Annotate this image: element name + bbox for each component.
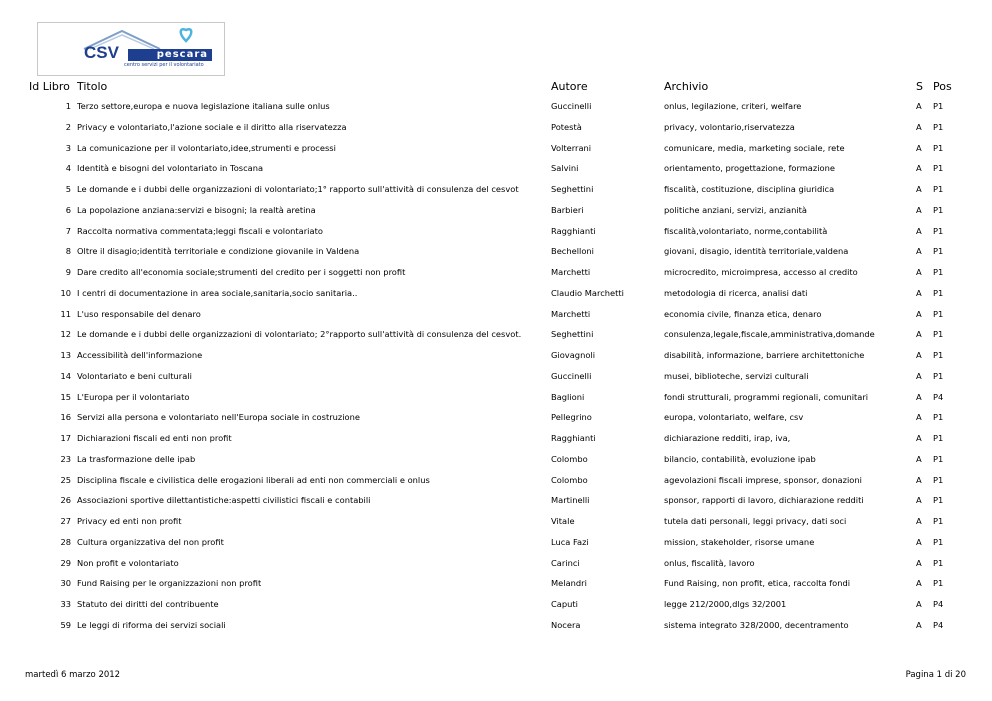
- cell-id: 26: [60, 495, 71, 506]
- cell-s: A: [916, 142, 922, 153]
- logo: [37, 22, 225, 76]
- cell-pos: P1: [933, 267, 944, 277]
- cell-autore: Seghettini: [551, 184, 594, 194]
- cell-autore: Martinelli: [551, 495, 590, 506]
- cell-archivio: privacy, volontario,riservatezza: [664, 121, 795, 132]
- cell-pos: P4: [933, 619, 944, 630]
- table-row: [0, 101, 992, 121]
- cell-s: A: [916, 474, 922, 485]
- cell-archivio: tutela dati personali, leggi privacy, dati soci: [664, 516, 847, 526]
- cell-autore: Guccinelli: [551, 370, 592, 381]
- cell-s: A: [916, 578, 922, 589]
- cell-autore: Caputi: [551, 599, 578, 609]
- table-row: [0, 288, 992, 308]
- cell-s: A: [916, 163, 922, 174]
- cell-s: A: [916, 350, 922, 360]
- cell-pos: P1: [933, 578, 944, 589]
- cell-archivio: dichiarazione redditi, irap, iva,: [664, 433, 791, 443]
- cell-id: 29: [60, 557, 71, 568]
- cell-id: 27: [60, 516, 71, 526]
- cell-id: 12: [60, 329, 71, 340]
- cell-pos: P1: [933, 163, 944, 174]
- cell-pos: P4: [933, 391, 944, 402]
- cell-titolo: Statuto dei diritti del contribuente: [77, 599, 219, 609]
- cell-id: 16: [60, 412, 71, 423]
- cell-pos: P1: [933, 453, 944, 464]
- cell-titolo: L'Europa per il volontariato: [77, 391, 190, 402]
- cell-archivio: fiscalità,volontariato, norme,contabilità: [664, 225, 828, 236]
- cell-archivio: Fund Raising, non profit, etica, raccolta fondi: [664, 578, 851, 589]
- cell-autore: Volterrani: [551, 142, 592, 153]
- cell-id: 9: [65, 267, 71, 277]
- cell-s: A: [916, 204, 922, 215]
- cell-titolo: Fund Raising per le organizzazioni non profit: [77, 578, 262, 589]
- cell-titolo: La comunicazione per il volontariato,idee,strumenti e processi: [77, 142, 336, 153]
- cell-autore: Baglioni: [551, 391, 585, 402]
- logo-brand: CSV: [84, 43, 119, 62]
- cell-titolo: Le domande e i dubbi delle organizzazioni di volontariato;1° rapporto sull'attività di consulenza del cesvot: [77, 184, 519, 194]
- cell-id: 2: [65, 121, 71, 132]
- cell-s: A: [916, 308, 922, 319]
- cell-autore: Barbieri: [551, 204, 584, 215]
- cell-pos: P1: [933, 329, 944, 340]
- table-row: [0, 184, 992, 204]
- table-row: [0, 226, 992, 246]
- cell-s: A: [916, 101, 922, 111]
- cell-archivio: musei, biblioteche, servizi culturali: [664, 370, 809, 381]
- cell-autore: Ragghianti: [551, 225, 596, 236]
- cell-autore: Melandri: [551, 578, 587, 589]
- cell-pos: P1: [933, 287, 944, 298]
- cell-s: A: [916, 267, 922, 277]
- cell-titolo: Dare credito all'economia sociale;strumenti del credito per i soggetti non profit: [77, 267, 406, 277]
- cell-autore: Seghettini: [551, 329, 594, 340]
- cell-id: 7: [65, 225, 71, 236]
- table-header: [0, 80, 992, 96]
- cell-archivio: europa, volontariato, welfare, csv: [664, 412, 804, 423]
- cell-id: 1: [65, 101, 71, 111]
- cell-autore: Bechelloni: [551, 246, 594, 257]
- table-row: [0, 620, 992, 640]
- cell-titolo: Dichiarazioni fiscali ed enti non profit: [77, 433, 232, 443]
- cell-archivio: bilancio, contabilità, evoluzione ipab: [664, 453, 816, 464]
- cell-archivio: economia civile, finanza etica, denaro: [664, 308, 822, 319]
- cell-archivio: agevolazioni fiscali imprese, sponsor, donazioni: [664, 474, 862, 485]
- cell-id: 10: [60, 287, 71, 298]
- cell-autore: Salvini: [551, 163, 579, 174]
- table-row: [0, 433, 992, 453]
- cell-pos: P1: [933, 370, 944, 381]
- cell-autore: Marchetti: [551, 308, 591, 319]
- cell-titolo: Privacy ed enti non profit: [77, 516, 182, 526]
- cell-autore: Pellegrino: [551, 412, 592, 423]
- cell-pos: P1: [933, 225, 944, 236]
- cell-titolo: Accessibilità dell'informazione: [77, 350, 203, 360]
- cell-archivio: mission, stakeholder, risorse umane: [664, 536, 815, 547]
- table-row: [0, 537, 992, 557]
- table-row: [0, 329, 992, 349]
- cell-archivio: sistema integrato 328/2000, decentramento: [664, 619, 849, 630]
- cell-pos: P1: [933, 474, 944, 485]
- cell-s: A: [916, 287, 922, 298]
- table-row: [0, 558, 992, 578]
- table-row: [0, 163, 992, 183]
- cell-titolo: Oltre il disagio;identità territoriale e condizione giovanile in Valdena: [77, 246, 360, 257]
- cell-s: A: [916, 391, 922, 402]
- cell-titolo: Le domande e i dubbi delle organizzazioni di volontariato; 2°rapporto sull'attività di consulenza del cesvot.: [77, 329, 522, 340]
- column-id-header: Id Libro: [29, 80, 70, 93]
- cell-titolo: Cultura organizzativa del non profit: [77, 536, 224, 547]
- cell-pos: P1: [933, 142, 944, 153]
- cell-archivio: microcredito, microimpresa, accesso al credito: [664, 267, 858, 277]
- cell-autore: Colombo: [551, 474, 588, 485]
- cell-titolo: Raccolta normativa commentata;leggi fiscali e volontariato: [77, 225, 323, 236]
- cell-id: 25: [60, 474, 71, 485]
- cell-titolo: Terzo settore,europa e nuova legislazione italiana sulle onlus: [77, 101, 330, 111]
- cell-titolo: L'uso responsabile del denaro: [77, 308, 201, 319]
- table-row: [0, 371, 992, 391]
- cell-archivio: disabilità, informazione, barriere architettoniche: [664, 350, 865, 360]
- cell-pos: P1: [933, 433, 944, 443]
- cell-archivio: onlus, fiscalità, lavoro: [664, 557, 755, 568]
- cell-id: 30: [60, 578, 71, 589]
- cell-s: A: [916, 121, 922, 132]
- cell-s: A: [916, 495, 922, 506]
- cell-archivio: fiscalità, costituzione, disciplina giuridica: [664, 184, 835, 194]
- cell-autore: Colombo: [551, 453, 588, 464]
- cell-pos: P1: [933, 350, 944, 360]
- cell-titolo: Le leggi di riforma dei servizi sociali: [77, 619, 226, 630]
- table-row: [0, 578, 992, 598]
- cell-archivio: legge 212/2000,dlgs 32/2001: [664, 599, 787, 609]
- cell-autore: Carinci: [551, 557, 580, 568]
- cell-id: 15: [60, 391, 71, 402]
- cell-pos: P1: [933, 536, 944, 547]
- table-row: [0, 267, 992, 287]
- column-archivio-header: Archivio: [664, 80, 709, 93]
- cell-autore: Potestà: [551, 121, 582, 132]
- cell-titolo: Associazioni sportive dilettantistiche:aspetti civilistici fiscali e contabili: [77, 495, 371, 506]
- cell-pos: P1: [933, 557, 944, 568]
- table-row: [0, 205, 992, 225]
- cell-titolo: I centri di documentazione in area sociale,sanitaria,socio sanitaria..: [77, 287, 358, 298]
- cell-titolo: Volontariato e beni culturali: [77, 370, 192, 381]
- cell-pos: P1: [933, 516, 944, 526]
- cell-autore: Giovagnoli: [551, 350, 596, 360]
- cell-pos: P1: [933, 246, 944, 257]
- column-s-header: S: [916, 80, 923, 93]
- cell-titolo: Identità e bisogni del volontariato in Toscana: [77, 163, 264, 174]
- cell-id: 6: [65, 204, 71, 215]
- page-indicator: Pagina 1 di 20: [905, 670, 966, 680]
- cell-archivio: orientamento, progettazione, formazione: [664, 163, 835, 174]
- cell-autore: Marchetti: [551, 267, 591, 277]
- cell-id: 11: [60, 308, 71, 319]
- cell-titolo: Non profit e volontariato: [77, 557, 179, 568]
- table-row: [0, 475, 992, 495]
- table-row: [0, 392, 992, 412]
- cell-pos: P1: [933, 101, 944, 111]
- cell-pos: P1: [933, 121, 944, 132]
- logo-subtitle: centro servizi per il volontariato: [124, 62, 204, 68]
- cell-archivio: comunicare, media, marketing sociale, rete: [664, 142, 845, 153]
- logo-city: pescara: [128, 49, 212, 61]
- cell-id: 59: [60, 619, 71, 630]
- table-row: [0, 454, 992, 474]
- cell-autore: Vitale: [551, 516, 575, 526]
- cell-autore: Nocera: [551, 619, 581, 630]
- cell-autore: Ragghianti: [551, 433, 596, 443]
- column-autore-header: Autore: [551, 80, 588, 93]
- column-titolo-header: Titolo: [77, 80, 108, 93]
- cell-s: A: [916, 516, 922, 526]
- cell-titolo: Disciplina fiscale e civilistica delle erogazioni liberali ad enti non commerciali e onlus: [77, 474, 430, 485]
- cell-titolo: Servizi alla persona e volontariato nell'Europa sociale in costruzione: [77, 412, 360, 423]
- table-row: [0, 350, 992, 370]
- cell-archivio: consulenza,legale,fiscale,amministrativa,domande: [664, 329, 875, 340]
- cell-s: A: [916, 329, 922, 340]
- cell-autore: Guccinelli: [551, 101, 592, 111]
- cell-pos: P1: [933, 495, 944, 506]
- cell-id: 33: [60, 599, 71, 609]
- cell-pos: P1: [933, 412, 944, 423]
- cell-id: 4: [65, 163, 71, 174]
- column-pos-header: Pos: [933, 80, 952, 93]
- cell-id: 28: [60, 536, 71, 547]
- cell-s: A: [916, 557, 922, 568]
- table-row: [0, 309, 992, 329]
- cell-s: A: [916, 246, 922, 257]
- cell-id: 14: [60, 370, 71, 381]
- table-row: [0, 495, 992, 515]
- cell-archivio: metodologia di ricerca, analisi dati: [664, 287, 808, 298]
- cell-archivio: onlus, legilazione, criteri, welfare: [664, 101, 802, 111]
- cell-archivio: giovani, disagio, identità territoriale,valdena: [664, 246, 849, 257]
- cell-archivio: politiche anziani, servizi, anzianità: [664, 204, 807, 215]
- cell-autore: Luca Fazi: [551, 536, 589, 547]
- cell-pos: P1: [933, 308, 944, 319]
- cell-titolo: La popolazione anziana:servizi e bisogni; la realtà aretina: [77, 204, 316, 215]
- table-row: [0, 516, 992, 536]
- table-row: [0, 143, 992, 163]
- cell-id: 3: [65, 142, 71, 153]
- cell-titolo: Privacy e volontariato,l'azione sociale e il diritto alla riservatezza: [77, 121, 347, 132]
- table-row: [0, 246, 992, 266]
- cell-id: 23: [60, 453, 71, 464]
- cell-s: A: [916, 619, 922, 630]
- cell-s: A: [916, 433, 922, 443]
- cell-s: A: [916, 599, 922, 609]
- cell-s: A: [916, 370, 922, 381]
- cell-titolo: La trasformazione delle ipab: [77, 453, 196, 464]
- cell-s: A: [916, 184, 922, 194]
- cell-id: 5: [65, 184, 71, 194]
- cell-pos: P1: [933, 184, 944, 194]
- print-date: martedì 6 marzo 2012: [25, 670, 121, 680]
- cell-archivio: fondi strutturali, programmi regionali, comunitari: [664, 391, 869, 402]
- cell-id: 13: [60, 350, 71, 360]
- table-row: [0, 599, 992, 619]
- cell-s: A: [916, 536, 922, 547]
- cell-autore: Claudio Marchetti: [551, 287, 624, 298]
- cell-id: 8: [65, 246, 71, 257]
- table-row: [0, 412, 992, 432]
- cell-pos: P4: [933, 599, 944, 609]
- cell-s: A: [916, 225, 922, 236]
- table-row: [0, 122, 992, 142]
- cell-archivio: sponsor, rapporti di lavoro, dichiarazione redditi: [664, 495, 864, 506]
- cell-id: 17: [60, 433, 71, 443]
- cell-s: A: [916, 453, 922, 464]
- cell-s: A: [916, 412, 922, 423]
- cell-pos: P1: [933, 204, 944, 215]
